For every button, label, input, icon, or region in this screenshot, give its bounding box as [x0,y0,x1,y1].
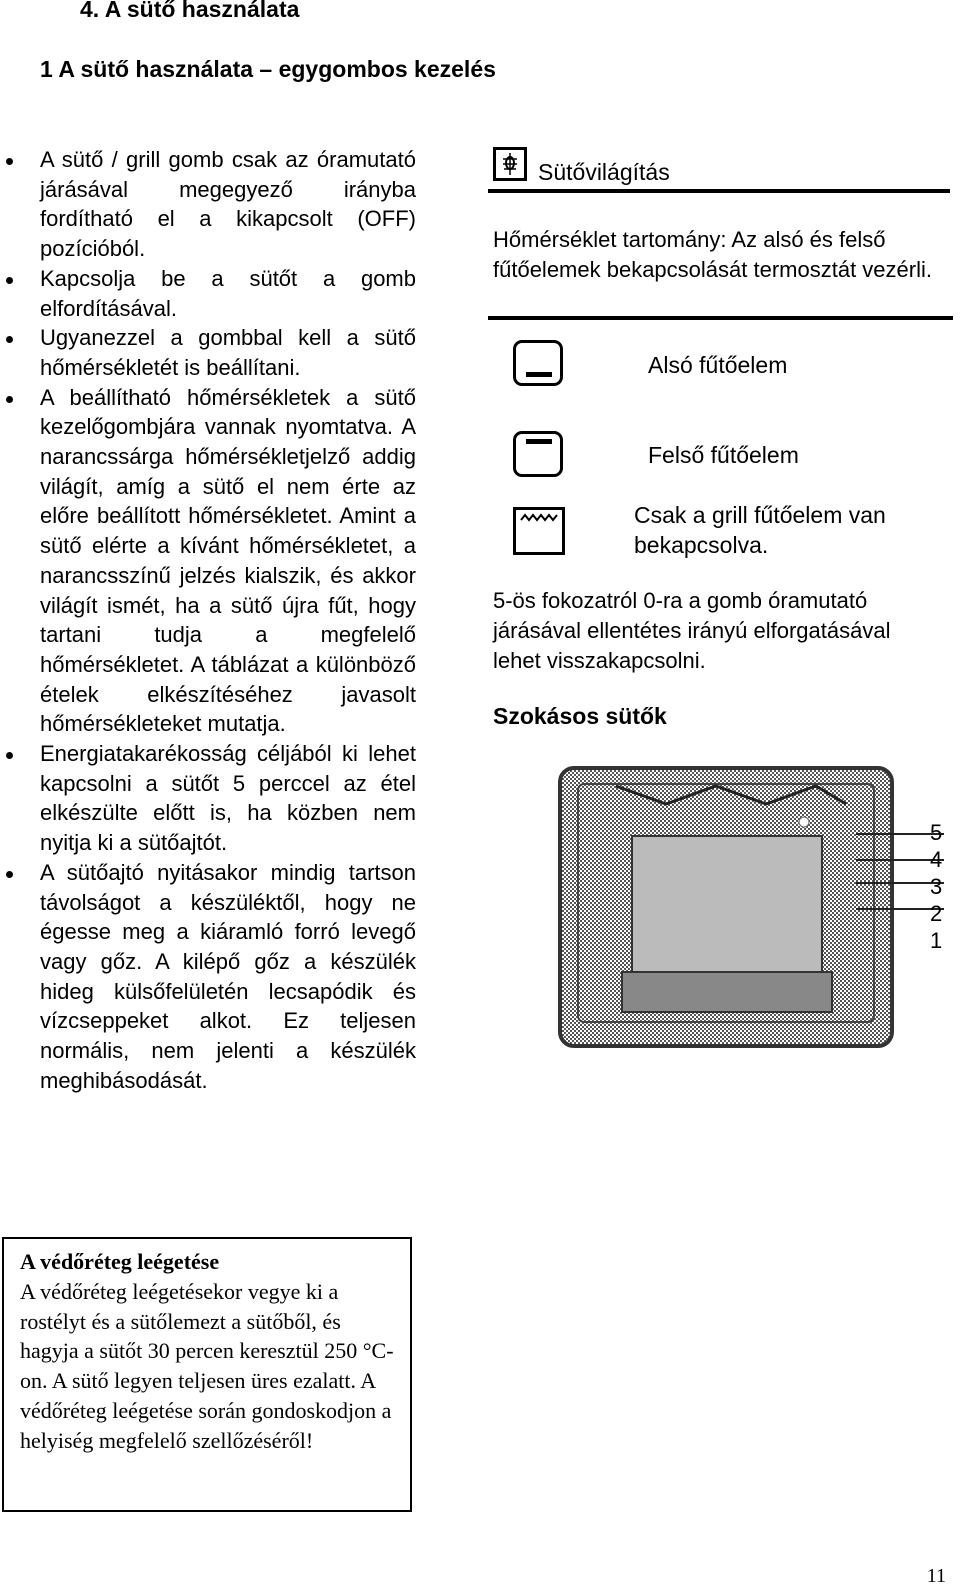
oven-light-icon [493,147,527,181]
shelf-level-5: 5 [930,820,943,845]
note-title: A védőréteg leégetése [20,1249,220,1274]
list-item: Ugyanezzel a gombbal kell a sütő hőmérsékletét is beállítani. [40,323,416,382]
temperature-range-text: Hőmérséklet tartomány: Az alsó és felső fűtőelemek bekapcsolását termosztát vezérli. [493,227,932,282]
subsection-heading: 1 A sütő használata – egygombos kezelés [40,56,496,82]
grill-element-label: Csak a grill fűtőelem van bekapcsolva. [634,502,886,558]
burn-in-note-box [2,1237,412,1512]
list-item: A beállítható hőmérsékletek a sütő kezelőgombjára vannak nyomtatva. A narancssárga hőmérsékletjelző addig világít, amíg a sütő el nem érte az előre beállított hőmérsékletet. Amint a sütő elérte a kívánt hőmérsékletet, a narancsszínű jelzés kialszik, és akkor világít ismét, ha a sütő újra fűt, hogy tartani tudja a megfelelő hőmérsékletet. A táblázat a különböző ételek elkészítéséhez javasolt hőmérsékleteket mutatja. [40,383,416,739]
lower-heating-element-icon [513,340,563,386]
reset-instruction-text: 5-ös fokozatról 0-ra a gomb óramutató járásával ellentétes irányú elforgatásával lehet visszakapcsolni. [493,588,891,673]
lower-element-label: Alsó fűtőelem [648,352,788,378]
instruction-list [40,145,416,1096]
oven-light-label: Sütővilágítás [538,159,670,185]
shelf-level-labels [930,819,942,954]
page-number: 11 [926,1565,946,1587]
grill-element-icon [513,507,565,555]
note-body: A védőréteg leégetésekor vegye ki a rostélyt és a sütőlemezt a sütőből, és hagyja a sütőt 30 percen keresztül 250 °C-on. A sütő legyen teljesen üres ezalatt. A védőréteg leégetése során gondoskodjon a helyiség megfelelő szellőzéséről! [20,1278,394,1453]
section-heading: 4. A sütő használata [80,0,300,22]
shelf-level-3: 3 [930,874,943,899]
instruction-list-column [40,145,416,1096]
list-item: A sütőajtó nyitásakor mindig tartson távolságot a készüléktől, hogy ne égesse meg a kiáramló forró levegő vagy gőz. A kilépő gőz a készülék hideg külsőfelületén lecsapódik és vízcseppeket alkot. Ez teljesen normális, nem jelenti a készülék meghibásodását. [40,858,416,1096]
upper-element-label: Felső fűtőelem [648,442,799,468]
shelf-level-1: 1 [930,928,943,953]
list-item: A sütő / grill gomb csak az óramutató járásával megegyező irányba fordítható el a kikapcsolt (OFF) pozícióból. [40,145,416,264]
divider [488,189,950,193]
shelf-level-4: 4 [930,847,943,872]
shelf-level-2: 2 [930,901,943,926]
divider [488,316,953,320]
oven-diagram [556,764,956,1054]
upper-heating-element-icon [513,431,563,477]
list-item: Energiatakarékosság céljából ki lehet kapcsolni a sütőt 5 perccel az étel elkészülte előtt is, ha közben nem nyitja ki a sütőajtót. [40,739,416,858]
common-ovens-title: Szokásos sütők [493,703,667,729]
list-item: Kapcsolja be a sütőt a gomb elfordításával. [40,264,416,323]
